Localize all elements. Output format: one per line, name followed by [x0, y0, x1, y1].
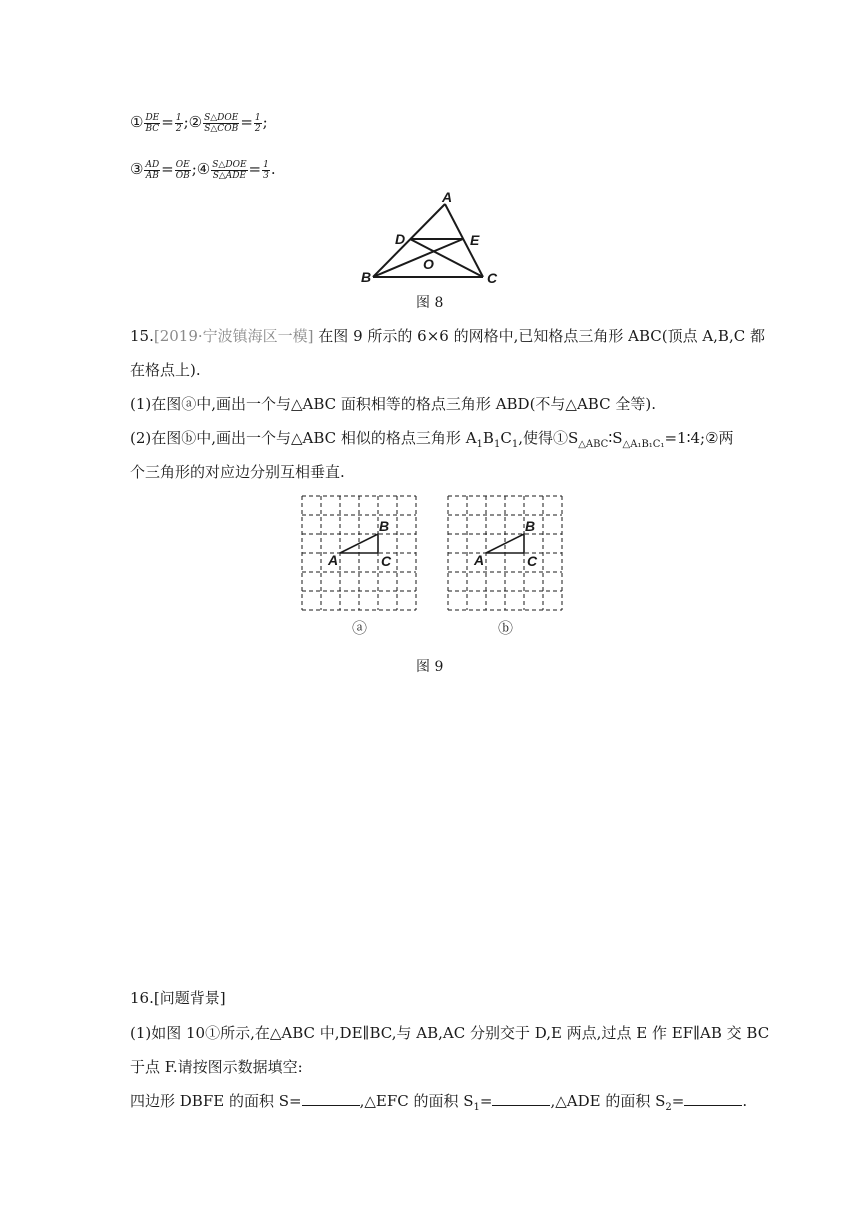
- q16-heading: 16.[问题背景]: [130, 989, 226, 1007]
- q15-part2-line2: 个三角形的对应边分别互相垂直.: [130, 463, 345, 481]
- grid-a-label-b: B: [379, 518, 390, 534]
- q16-line3: 四边形 DBFE 的面积 S= ,△EFC 的面积 $S_1=$ ,△ADE 的面积 $S_2=$ .: [130, 1092, 748, 1113]
- fraction-de-bc: $\frac{DE}{BC}$: [145, 112, 160, 134]
- fraction-one-third: $\frac{1}{3}$: [263, 159, 269, 181]
- grid-a-caption: ⓐ: [352, 619, 368, 637]
- figure-9-grids: [296, 492, 576, 642]
- option-1-mark: ①: [130, 113, 144, 131]
- grid-a: [302, 496, 416, 637]
- separator: ;④: [191, 160, 211, 178]
- label-o: O: [423, 256, 434, 272]
- grid-a-label-a: A: [328, 552, 339, 568]
- q16-line2: 于点 F.请按图示数据填空:: [130, 1058, 303, 1076]
- grid-b-label-a: A: [474, 552, 485, 568]
- label-b: B: [361, 269, 372, 285]
- fraction-one-half: $\frac{1}{2}$: [175, 112, 182, 134]
- fraction-one-half-2: $\frac{1}{2}$: [254, 112, 261, 134]
- separator: ;②: [183, 113, 203, 131]
- figure-8-caption: 图 8: [416, 295, 444, 311]
- fraction-oe-ob: $\frac{OE}{OB}$: [175, 159, 190, 181]
- option-3-mark: ③: [130, 160, 144, 178]
- q16-line1: (1)如图 10①所示,在△ABC 中,DE∥BC,与 AB,AC 分别交于 D,E 两点,过点 E 作 EF∥AB 交 BC: [130, 1024, 770, 1042]
- grid-b-label-c: C: [527, 553, 538, 569]
- label-d: D: [395, 231, 406, 247]
- question-number: 15.: [130, 327, 154, 345]
- grid-b-label-b: B: [525, 518, 536, 534]
- q15-stem-line2: 在格点上).: [130, 361, 201, 379]
- q14-options-row1: ① $\frac{DE}{BC}$ = $\frac{1}{2}$ ;② $\frac{\text{S△DOE}}{\text{S△COB}}$ = $\frac{1}{2}$ ;: [130, 112, 268, 134]
- question-source: [2019·宁波镇海区一模]: [153, 327, 314, 345]
- label-e: E: [470, 232, 480, 248]
- label-a: A: [442, 189, 453, 205]
- answer-blank-s2[interactable]: [684, 1091, 742, 1106]
- q15-stem-line1: 15.[2019·宁波镇海区一模] 在图 9 所示的 6×6 的网格中,已知格点三角形 ABC(顶点 A,B,C 都: [130, 327, 765, 345]
- q14-options-row2: ③ $\frac{AD}{AB}$ = $\frac{OE}{OB}$ ;④ $\frac{\text{S△DOE}}{\text{S△ADE}}$ = $\frac{1}{3}$ .: [130, 159, 276, 181]
- grid-b: [448, 496, 562, 637]
- fraction-ad-ab: $\frac{AD}{AB}$: [145, 159, 160, 181]
- fraction-area-doe-cob: $\frac{\text{S△DOE}}{\text{S△COB}}$: [204, 112, 239, 134]
- fraction-area-doe-ade: $\frac{\text{S△DOE}}{\text{S△ADE}}$: [212, 159, 247, 181]
- answer-blank-s1[interactable]: [492, 1091, 550, 1106]
- q15-part2-line1: (2)在图ⓑ中,画出一个与△ABC 相似的格点三角形 $A_1B_1C_1$,使得$①S_{\triangle ABC}∶S_{\triangle A_1B_1C_1}=1∶4;②$两: [130, 429, 734, 450]
- figure-9-caption: 图 9: [416, 659, 444, 675]
- grid-b-caption: ⓑ: [498, 619, 514, 637]
- q15-part1: (1)在图ⓐ中,画出一个与△ABC 面积相等的格点三角形 ABD(不与△ABC 全等).: [130, 395, 656, 413]
- answer-blank-s[interactable]: [302, 1091, 360, 1106]
- grid-a-label-c: C: [381, 553, 392, 569]
- label-c: C: [487, 270, 498, 286]
- figure-8-triangle: [355, 188, 505, 288]
